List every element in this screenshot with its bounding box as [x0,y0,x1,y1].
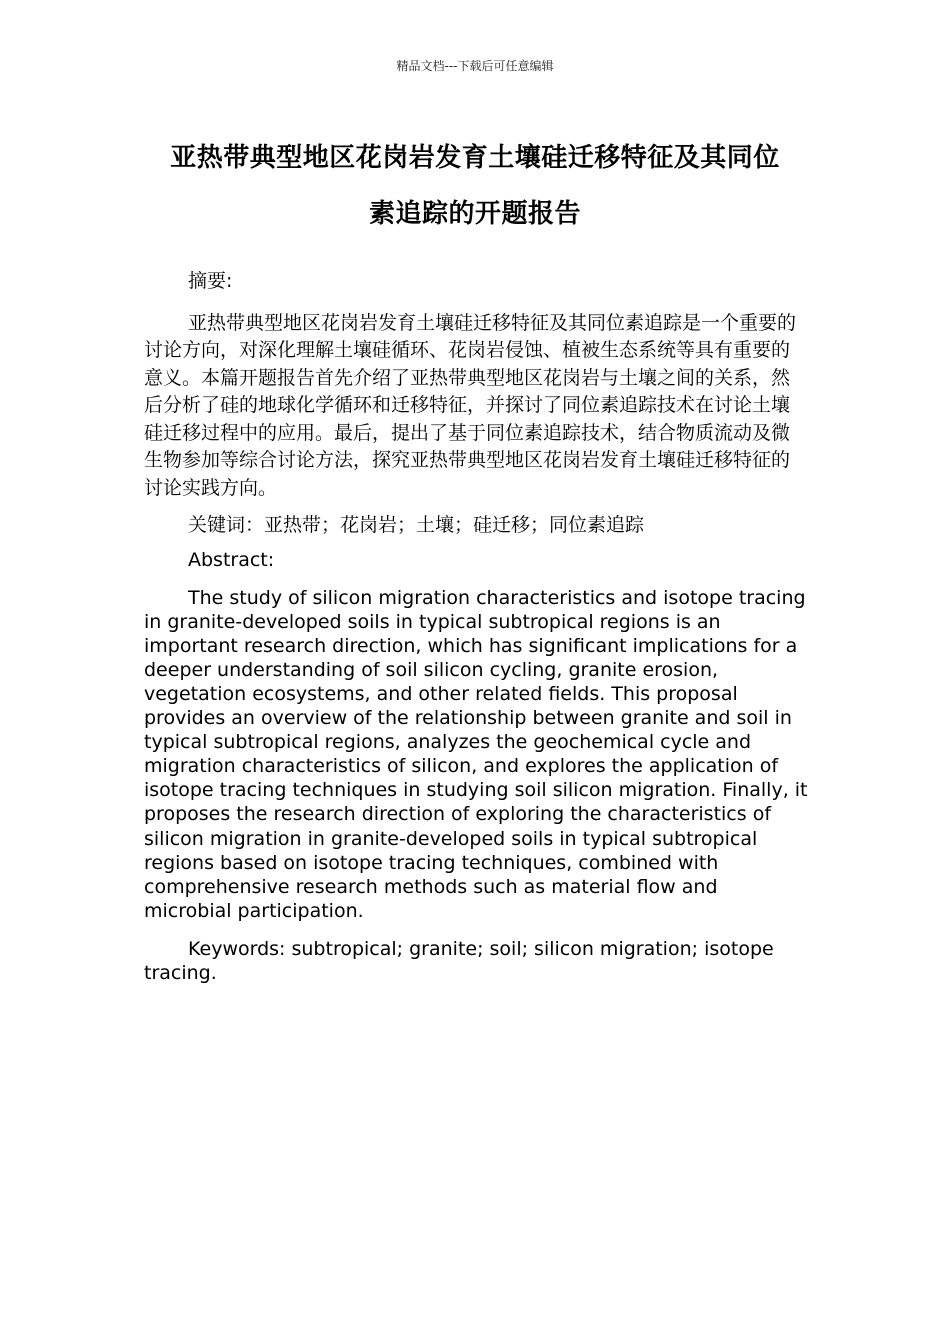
title-line-1: 亚热带典型地区花岗岩发育土壤硅迁移特征及其同位 [170,143,780,173]
document-body [144,268,808,985]
cn-abstract-label: 摘要: [188,270,233,292]
document-title [140,130,810,242]
title-line-2: 素追踪的开题报告 [368,199,581,229]
en-abstract-label: Abstract: [188,548,275,571]
cn-keywords: 关键词：亚热带；花岗岩；土壤；硅迁移；同位素追踪 [188,514,645,536]
header-note: 精品文档---下载后可任意编辑 [396,59,554,73]
en-abstract-body: The study of silicon migration characteristics and isotope tracing in granite-developed soils in typical subtropical regions is an important research direction, which has significant implications for a deeper understanding of soil silicon cycling, granite erosion, vegetation ecosystems, and other related fields. This proposal provides an overview of the relationship between granite and soil in typical subtropical regions, analyzes the geochemical cycle and migration characteristics of silicon, and explores the application of isotope tracing techniques in studying soil silicon migration. Finally, it proposes the research direction of exploring the characteristics of silicon migration in granite-developed soils in typical subtropical regions based on isotope tracing techniques, combined with comprehensive research methods such as material flow and microbial participation. [144,586,808,922]
cn-abstract-body: 亚热带典型地区花岗岩发育土壤硅迁移特征及其同位素追踪是一个重要的讨论方向，对深化理解土壤硅循环、花岗岩侵蚀、植被生态系统等具有重要的意义。本篇开题报告首先介绍了亚热带典型地区花岗岩与土壤之间的关系，然后分析了硅的地球化学循环和迁移特征，并探讨了同位素追踪技术在讨论土壤硅迁移过程中的应用。最后，提出了基于同位素追踪技术，结合物质流动及微生物参加等综合讨论方法，探究亚热带典型地区花岗岩发育土壤硅迁移特征的讨论实践方向。 [144,311,797,499]
en-keywords: Keywords: subtropical; granite; soil; silicon migration; isotope tracing. [144,937,774,984]
